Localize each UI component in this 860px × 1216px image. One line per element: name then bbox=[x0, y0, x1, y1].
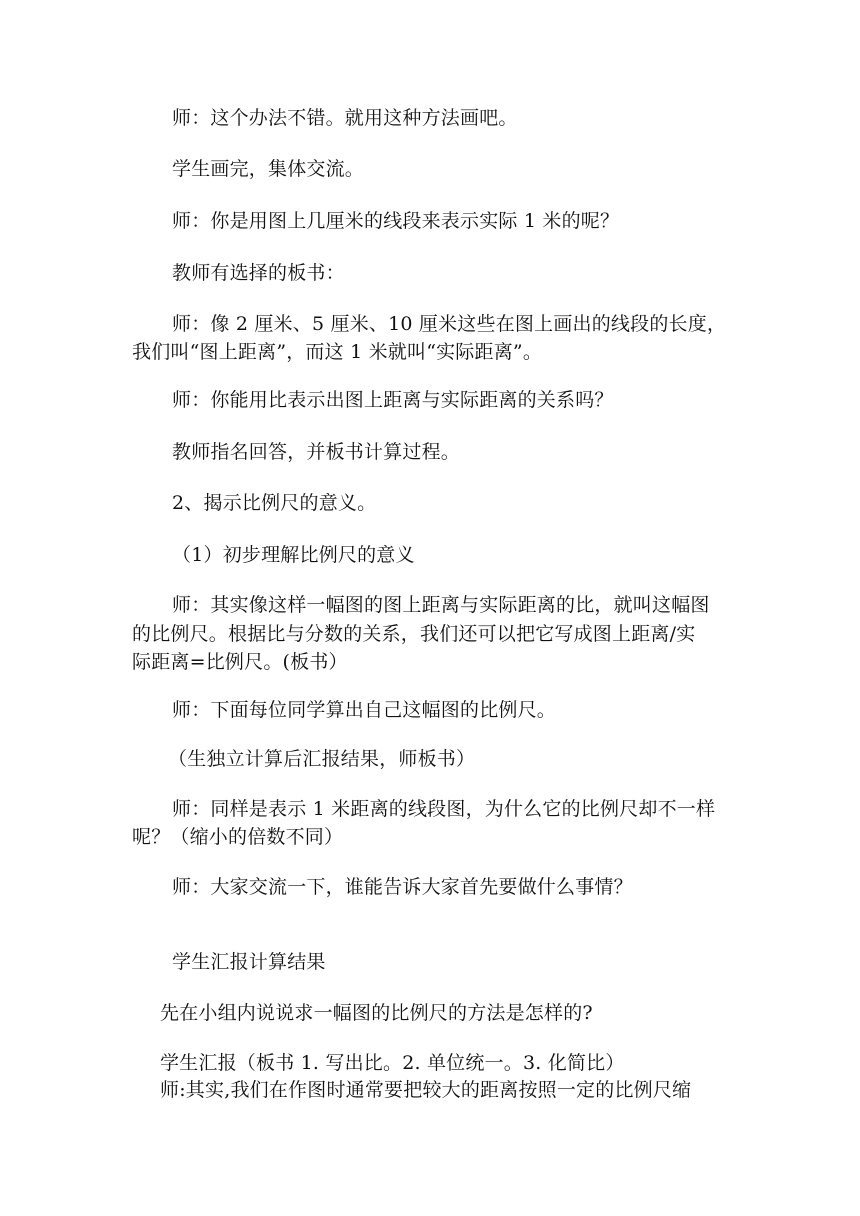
paragraph-10-line-2: 的比例尺。根据比与分数的关系，我们还可以把它写成图上距离/实 bbox=[132, 623, 696, 645]
paragraph-12: （生独立计算后汇报结果，师板书） bbox=[168, 748, 476, 770]
paragraph-17: 学生汇报（板书 1. 写出比。2. 单位统一。3. 化简比） bbox=[160, 1052, 625, 1074]
paragraph-15: 学生汇报计算结果 bbox=[172, 951, 326, 973]
paragraph-13-line-1: 师：同样是表示 1 米距离的线段图，为什么它的比例尺却不一样 bbox=[172, 798, 716, 820]
paragraph-3: 师：你是用图上几厘米的线段来表示实际 1 米的呢？ bbox=[172, 210, 620, 232]
paragraph-5-line-2: 我们叫“图上距离”，而这 1 米就叫“实际距离”。 bbox=[132, 341, 543, 363]
paragraph-10-line-1: 师：其实像这样一幅图的图上距离与实际距离的比，就叫这幅图 bbox=[172, 594, 710, 616]
paragraph-13-line-2: 呢？（缩小的倍数不同） bbox=[132, 826, 344, 848]
paragraph-14: 师：大家交流一下，谁能告诉大家首先要做什么事情？ bbox=[172, 876, 633, 898]
paragraph-4: 教师有选择的板书： bbox=[172, 262, 345, 284]
paragraph-18: 师:其实,我们在作图时通常要把较大的距离按照一定的比例尺缩 bbox=[160, 1079, 692, 1101]
paragraph-8: 2、揭示比例尺的意义。 bbox=[172, 492, 377, 514]
paragraph-5-line-1: 师：像 2 厘米、5 厘米、10 厘米这些在图上画出的线段的长度， bbox=[172, 313, 727, 335]
paragraph-9: （1）初步理解比例尺的意义 bbox=[172, 544, 415, 566]
paragraph-1: 师：这个办法不错。就用这种方法画吧。 bbox=[172, 107, 518, 129]
paragraph-2: 学生画完，集体交流。 bbox=[172, 158, 365, 180]
paragraph-7: 教师指名回答，并板书计算过程。 bbox=[172, 441, 461, 463]
paragraph-6: 师：你能用比表示出图上距离与实际距离的关系吗？ bbox=[172, 389, 614, 411]
paragraph-10-line-3: 际距离=比例尺。(板书） bbox=[132, 651, 348, 673]
paragraph-16: 先在小组内说说求一幅图的比例尺的方法是怎样的? bbox=[160, 1002, 593, 1024]
paragraph-11: 师：下面每位同学算出自己这幅图的比例尺。 bbox=[172, 699, 557, 721]
